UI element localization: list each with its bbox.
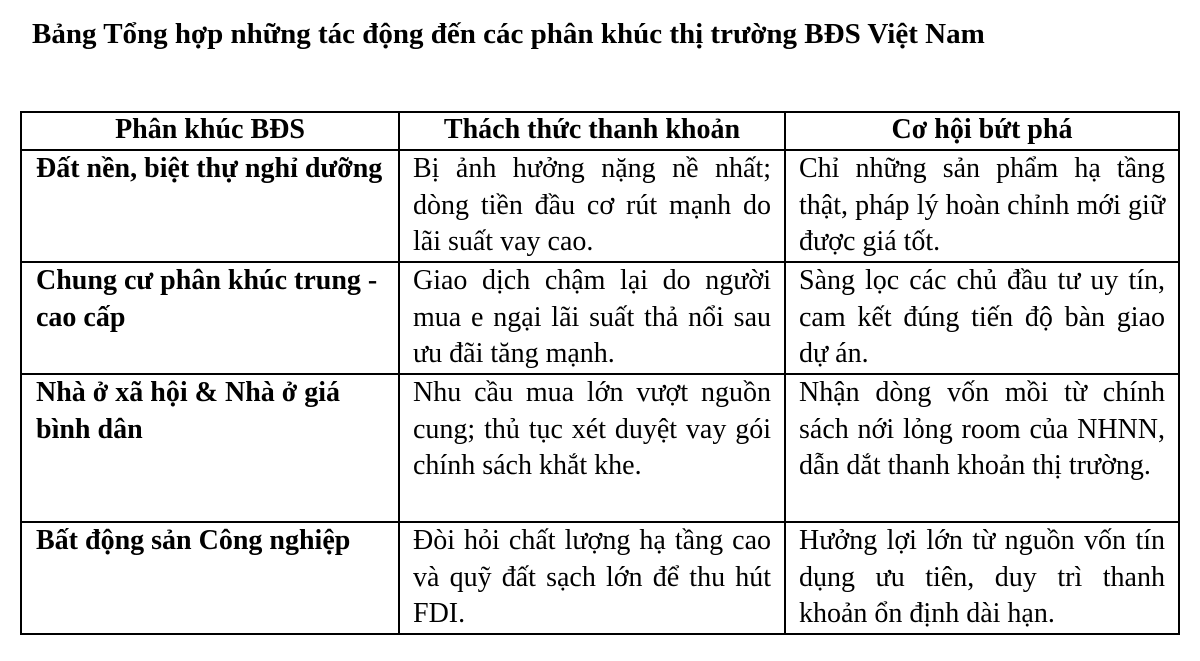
header-segment: Phân khúc BĐS bbox=[21, 112, 399, 150]
challenge-cell: Đòi hỏi chất lượng hạ tầng cao và quỹ đất sạch lớn để thu hút FDI. bbox=[399, 522, 785, 634]
segment-cell: Đất nền, biệt thự nghỉ dưỡng bbox=[21, 150, 399, 262]
header-breakthrough-opportunity: Cơ hội bứt phá bbox=[785, 112, 1179, 150]
segment-cell: Bất động sản Công nghiệp bbox=[21, 522, 399, 634]
document-title: Bảng Tổng hợp những tác động đến các phân khúc thị trường BĐS Việt Nam bbox=[32, 18, 985, 50]
opportunity-cell: Chỉ những sản phẩm hạ tầng thật, pháp lý hoàn chỉnh mới giữ được giá tốt. bbox=[785, 150, 1179, 262]
challenge-cell: Nhu cầu mua lớn vượt nguồn cung; thủ tục xét duyệt vay gói chính sách khắt khe. bbox=[399, 374, 785, 522]
market-segment-table bbox=[20, 111, 1180, 635]
segment-cell: Nhà ở xã hội & Nhà ở giá bình dân bbox=[21, 374, 399, 522]
challenge-cell: Bị ảnh hưởng nặng nề nhất; dòng tiền đầu cơ rút mạnh do lãi suất vay cao. bbox=[399, 150, 785, 262]
table-row bbox=[21, 262, 1179, 374]
opportunity-cell: Nhận dòng vốn mồi từ chính sách nới lỏng room của NHNN, dẫn dắt thanh khoản thị trường. bbox=[785, 374, 1179, 522]
opportunity-cell: Hưởng lợi lớn từ nguồn vốn tín dụng ưu tiên, duy trì thanh khoản ổn định dài hạn. bbox=[785, 522, 1179, 634]
table-row bbox=[21, 374, 1179, 522]
table-row bbox=[21, 150, 1179, 262]
opportunity-cell: Sàng lọc các chủ đầu tư uy tín, cam kết đúng tiến độ bàn giao dự án. bbox=[785, 262, 1179, 374]
segment-cell: Chung cư phân khúc trung - cao cấp bbox=[21, 262, 399, 374]
challenge-cell: Giao dịch chậm lại do người mua e ngại lãi suất thả nổi sau ưu đãi tăng mạnh. bbox=[399, 262, 785, 374]
table-row bbox=[21, 522, 1179, 634]
table-header-row bbox=[21, 112, 1179, 150]
header-liquidity-challenge: Thách thức thanh khoản bbox=[399, 112, 785, 150]
